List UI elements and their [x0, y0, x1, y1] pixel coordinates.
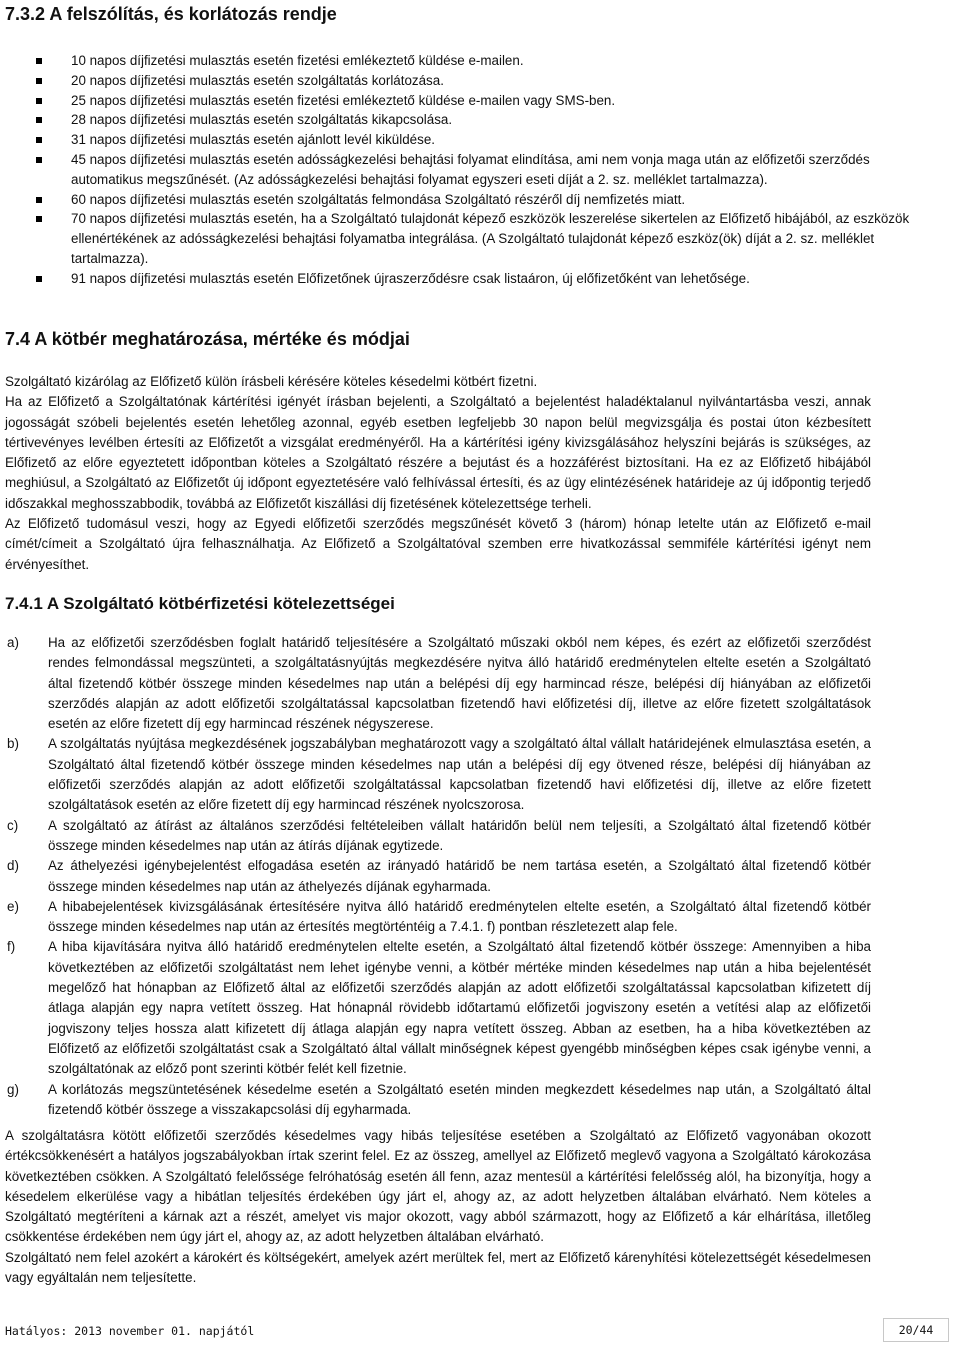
list-item: c) A szolgáltató az átírást az általános szerződési feltételeiben vállalt határidőn belül nem teljesíti, a Szolgáltató által fizetendő kötbér összege minden késedelmes nap után az átírás díjának egytizede. — [7, 817, 871, 853]
list-item: d) Az áthelyezési igénybejelentést elfogadása esetén az irányadó határidő be nem tartása esetén, a Szolgáltató által fizetendő kötbér összege minden késedelmes nap után az áthelyezés díjának egyharmada. — [7, 858, 871, 894]
list-item: 20 napos díjfizetési mulasztás esetén szolgáltatás korlátozása. — [33, 71, 933, 91]
bullet-square-icon — [36, 98, 42, 104]
list-item: 91 napos díjfizetési mulasztás esetén Előfizetőnek újraszerződésre csak listaáron, új előfizetőként van lehetősége. — [33, 269, 933, 289]
list-item: b) A szolgáltatás nyújtása megkezdésének jogszabályban meghatározott vagy a szolgáltató által vállalt határidejének elmulasztása esetén, a Szolgáltató által fizetendő kötbér összege minden késedelmes nap után a belépési díj egy ötvened része, belépési díj hiányában az előfizetői szerződés alapján az adott előfizetői szolgáltatással kapcsolatban fizetendő havi előfizetési díj, illetve az előre fizetett szolgáltatások esetén az előre fizetett díj egy harmincad részének nyolcszorosa. — [7, 736, 871, 813]
list-item: g) A korlátozás megszüntetésének késedelme esetén a Szolgáltató esetén minden megkezdett késedelmes nap után, a Szolgáltató által fizetendő kötbér összege a visszakapcsolási díj egyharmada. — [7, 1081, 871, 1117]
paragraph: Szolgáltató nem felel azokért a károkért és költségekért, amelyek azért merültek fel, mert az Előfizető kárenyhítési kötelezettségét késedelmesen vagy egyáltalán nem teljesítette. — [5, 1249, 871, 1286]
bullet-square-icon — [36, 78, 42, 84]
section-heading-7-4: 7.4 A kötbér meghatározása, mértéke és módjai — [5, 329, 410, 349]
list-item: 31 napos díjfizetési mulasztás esetén ajánlott levél kiküldése. — [33, 130, 933, 150]
paragraph: Az Előfizető tudomásul veszi, hogy az Egyedi előfizetői szerződés megszűnését követő 3 (három) hónap letelte után az Előfizető e-mail címét/címeit a Szolgáltató újra felhasználhatja. Az Előfizető a Szolgáltatóval szemben erre hivatkozással semmiféle kártérítési igényt nem érvényesíthet. — [5, 516, 871, 572]
list-item: a) Ha az előfizetői szerződésben foglalt határidő teljesítésére a Szolgáltató műszaki okból nem képes, és ezért az előfizetői szerződést rendes felmondással megszünteti, a szolgáltatásnyújtás megkezdésére nyitva álló határidő eredménytelen eltelte esetén a Szolgáltató által fizetendő kötbér összege minden késedelmes nap után a belépési díj egy harmincad része, belépési díj hiányában az előfizetői szerződés alapján az adott előfizetői szolgáltatással kapcsolatban fizetendő havi előfizetési díj, illetve az előre fizetett szolgáltatások esetén az előre fizetett díj egy harmincad részének négyszerese. — [7, 635, 871, 732]
paragraph: Ha az Előfizető a Szolgáltatónak kártérítési igényét írásban bejelenti, a Szolgáltató a bejelentést haladéktalanul nyilvántartásba veszi, annak jogosságát szóbeli bejelentés esetén lehetőleg azonnal, egyéb esetben legfeljebb 30 napon belül megvizsgálja és postai úton kézbesített tértivevényes levélben értesíti az Előfizetőt a vizsgálat eredményéről. Ha a kártérítési igény kivizsgálásához helyszíni bejárás is szükséges, az Előfizető az előre egyeztetett időpontban köteles a Szolgáltató részére a bejutást és a hozzáférést biztosítani. Ha ez az Előfizető hibájából meghiúsul, a Szolgáltató az Előfizetőt új időpont egyeztetésére való felhívással értesíti, és az ügy elintézésének határideje az új időpontig terjedő időszakkal meghosszabbodik, továbbá az Előfizetőt kiszállási díj fizetésének kötelezettsége terheli. — [5, 394, 871, 511]
closing-body — [5, 1126, 871, 1288]
paragraph: Szolgáltató kizárólag az Előfizető külön írásbeli kérésére köteles késedelmi kötbért fizetni. — [5, 374, 538, 389]
section-heading-7-3-2: 7.3.2 A felszólítás, és korlátozás rendje — [5, 4, 337, 24]
bullet-square-icon — [36, 276, 42, 282]
list-item: 60 napos díjfizetési mulasztás esetén szolgáltatás felmondása Szolgáltató részéről díj nemfizetés miatt. — [33, 190, 933, 210]
bullet-square-icon — [36, 58, 42, 64]
bullet-square-icon — [36, 137, 42, 143]
list-item: 10 napos díjfizetési mulasztás esetén fizetési emlékeztető küldése e-mailen. — [33, 51, 933, 71]
bullet-square-icon — [36, 216, 42, 222]
list-item: 70 napos díjfizetési mulasztás esetén, ha a Szolgáltató tulajdonát képező eszközök leszerelése sikertelen az Előfizető hibájából, az eszközök ellenértékének az adósságkezelési behajtási folyamatba integrálása. (A Szolgáltató tulajdonát képező eszköz(ök) díját a 2. sz. melléklet tartalmazza). — [33, 209, 933, 268]
section-7-4-body — [5, 372, 871, 575]
list-item: 25 napos díjfizetési mulasztás esetén fizetési emlékeztető küldése e-mailen vagy SMS-ben. — [33, 91, 933, 111]
page-number-badge — [883, 1318, 949, 1342]
lettered-list — [5, 633, 871, 1120]
footer-effective-date: Hatályos: 2013 november 01. napjától — [5, 1324, 255, 1338]
list-item: f) A hiba kijavítására nyitva álló határidő eredménytelen eltelte esetén, a Szolgáltató által fizetendő kötbér összege: Amennyiben a hiba következtében az előfizetői szolgáltatást nem lehet igénybe venni, a kötbér mértéke minden késedelmes nap után a hiba bejelentését megelőző hat hónapban az Előfizető által az előfizetői szerződés alapján az adott előfizetői szolgáltatással kapcsolatban kifizetett díj átlaga alapján egy napra vetített összeg. Hat hónapnál rövidebb időtartamú előfizetői jogviszony esetén a vetítési alap az előfizetői jogviszony teljes hossza alatt kifizetett díj átlaga alapján egy napra vetített összeg. Abban az esetben, ha a hiba következtében az Előfizető az előfizetői szolgáltatást csak a Szolgáltató által vállalt minőségnek képest gyengébb minőségben képes csak igénybe venni, a szolgáltatónak az előző pont szerinti kötbér felét kell fizetnie. — [7, 939, 871, 1077]
bullet-list — [33, 51, 933, 289]
page-number: 20/44 — [898, 1323, 934, 1337]
bullet-square-icon — [36, 197, 42, 203]
list-item: 28 napos díjfizetési mulasztás esetén szolgáltatás kikapcsolása. — [33, 110, 933, 130]
bullet-square-icon — [36, 157, 42, 163]
bullet-square-icon — [36, 117, 42, 123]
list-item: e) A hibabejelentések kivizsgálásának értesítésére nyitva álló határidő eredménytelen eltelte esetén, a Szolgáltató által fizetendő kötbér összege minden késedelmes nap után az értesítés megtörténtéig a 7.4.1. f) pontban részletezett alap fele. — [7, 898, 871, 935]
list-item: 45 napos díjfizetési mulasztás esetén adósságkezelési behajtási folyamat elindítása, ami nem vonja maga után az előfizetői szerződés automatikus megszűnését. (Az adósságkezelési behajtási folyamat egyszeri eseti díját a 2. sz. melléklet tartalmazza). — [33, 150, 933, 190]
paragraph: A szolgáltatásra kötött előfizetői szerződés késedelmes vagy hibás teljesítése esetében a Szolgáltató az Előfizető vagyonában okozott értékcsökkenésért a hatályos jogszabályokban írtak szerint felel. Ez az összeg, amellyel az Előfizető meglevő vagyona a Szolgáltató károkozása következtében csökken. A Szolgáltató felelőssége felróhatóság esetén áll fenn, azaz mentesül a kártérítési felelősség alól, ha bizonyítja, hogy a késedelem elkerülése vagy a hibátlan teljesítés érdekében úgy járt el, ahogy az, az adott helyzetben általában elvárható. Nem köteles a Szolgáltató megtéríteni a kárnak azt a részét, amelyet vis major okozott, vagy abból származott, hogy az Előfizető a kár elhárítása, illetőleg csökkentése érdekében nem úgy járt el, ahogy az, az adott helyzetben általában elvárható. — [5, 1128, 871, 1245]
section-heading-7-4-1: 7.4.1 A Szolgáltató kötbérfizetési kötelezettségei — [5, 594, 395, 613]
